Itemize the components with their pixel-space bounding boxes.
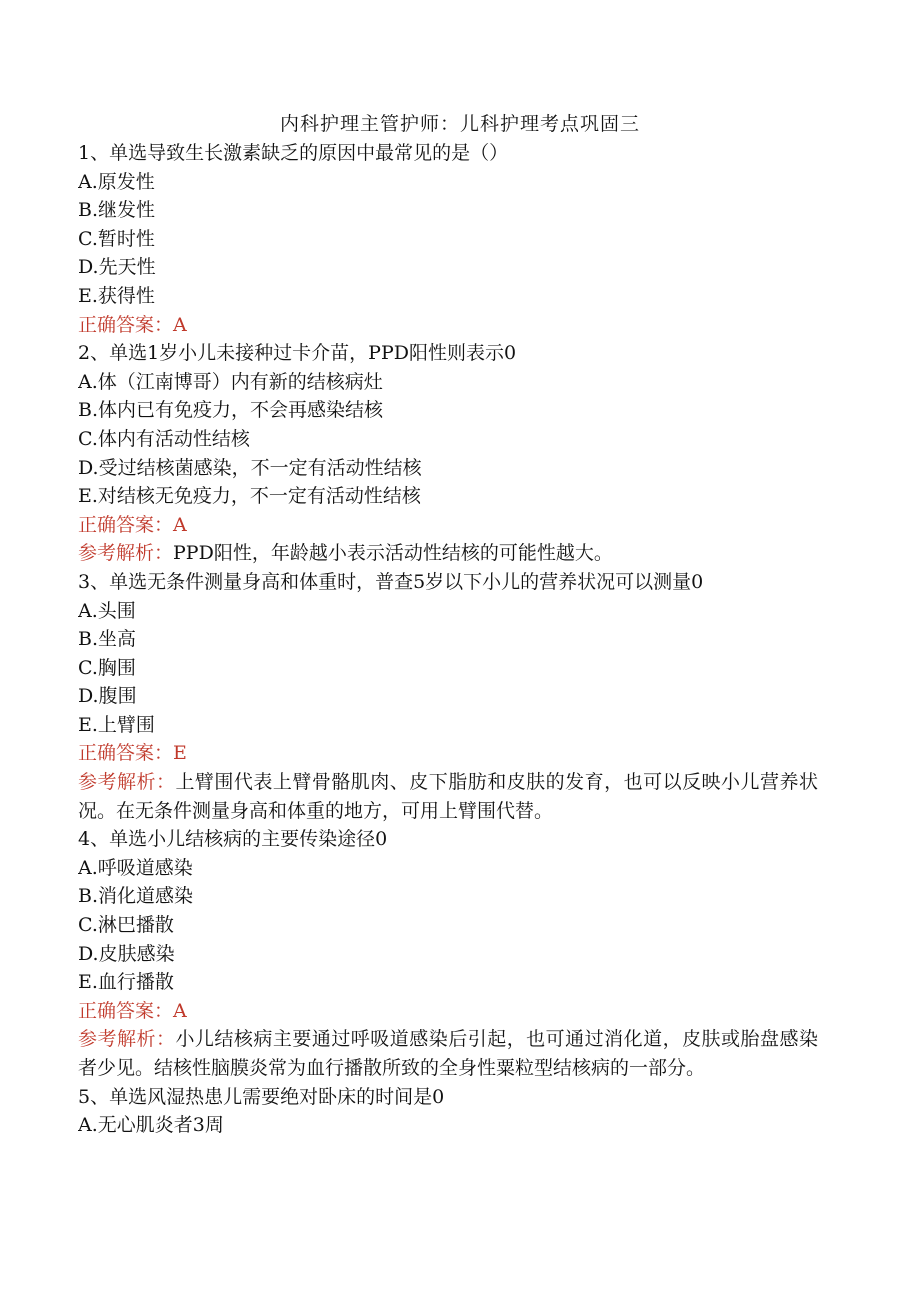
- question-stem: 3、单选无条件测量身高和体重时，普查5岁以下小儿的营养状况可以测量0: [78, 570, 704, 593]
- answer-value: E: [173, 742, 187, 765]
- question-list: [78, 139, 818, 1140]
- answer-value: A: [173, 513, 187, 536]
- option-a: A.原发性: [78, 170, 155, 193]
- option-c: C.淋巴播散: [78, 914, 174, 937]
- answer-value: A: [173, 999, 187, 1022]
- option-c: C.体内有活动性结核: [78, 427, 250, 450]
- option-c: C.胸围: [78, 656, 136, 679]
- option-a: A.体（江南博哥）内有新的结核病灶: [78, 370, 383, 393]
- option-d: D.皮肤感染: [78, 942, 175, 965]
- explanation-label: 参考解析：: [78, 542, 174, 565]
- explanation-text: 小儿结核病主要通过呼吸道感染后引起，也可通过消化道，皮肤或胎盘感染者少见。结核性脑膜炎常为血行播散所致的全身性粟粒型结核病的一部分。: [78, 1028, 818, 1079]
- explanation-text: 上臂围代表上臂骨骼肌肉、皮下脂肪和皮肤的发育，也可以反映小儿营养状况。在无条件测量身高和体重的地方，可用上臂围代替。: [78, 771, 818, 822]
- explanation-text: PPD阳性，年龄越小表示活动性结核的可能性越大。: [173, 542, 613, 565]
- option-a: A.呼吸道感染: [78, 856, 193, 879]
- option-a: A.头围: [78, 599, 136, 622]
- option-b: B.消化道感染: [78, 885, 194, 908]
- correct-answer: [78, 311, 818, 340]
- explanation: [78, 1025, 818, 1082]
- answer-label: 正确答案：: [78, 513, 174, 536]
- option-b: B.体内已有免疫力，不会再感染结核: [78, 399, 384, 422]
- answer-label: 正确答案：: [78, 742, 174, 765]
- explanation: [78, 539, 818, 568]
- answer-value: A: [173, 313, 187, 336]
- question-stem: 2、单选1岁小儿未接种过卡介苗，PPD阳性则表示0: [78, 342, 517, 365]
- explanation: [78, 768, 818, 825]
- correct-answer: [78, 511, 818, 540]
- answer-label: 正确答案：: [78, 999, 174, 1022]
- option-b: B.继发性: [78, 199, 156, 222]
- explanation-label: 参考解析：: [78, 1028, 176, 1051]
- option-e: E.获得性: [78, 284, 155, 307]
- option-a: A.无心肌炎者3周: [78, 1114, 224, 1137]
- option-e: E.对结核无免疫力，不一定有活动性结核: [78, 485, 421, 508]
- option-e: E.血行播散: [78, 971, 174, 994]
- explanation-label: 参考解析：: [78, 771, 176, 794]
- question-stem: 1、单选导致生长激素缺乏的原因中最常见的是（）: [78, 142, 509, 164]
- question-stem: 5、单选风湿热患儿需要绝对卧床的时间是0: [78, 1085, 445, 1108]
- option-d: D.先天性: [78, 256, 156, 279]
- option-c: C.暂时性: [78, 227, 155, 250]
- correct-answer: [78, 739, 818, 768]
- option-d: D.腹围: [78, 685, 137, 708]
- answer-label: 正确答案：: [78, 313, 174, 336]
- correct-answer: [78, 997, 818, 1026]
- option-b: B.坐高: [78, 628, 137, 651]
- page-title: 内科护理主管护师：儿科护理考点巩固三: [279, 113, 640, 135]
- option-e: E.上臂围: [78, 713, 155, 736]
- option-d: D.受过结核菌感染，不一定有活动性结核: [78, 456, 422, 479]
- question-stem: 4、单选小儿结核病的主要传染途径0: [78, 828, 388, 851]
